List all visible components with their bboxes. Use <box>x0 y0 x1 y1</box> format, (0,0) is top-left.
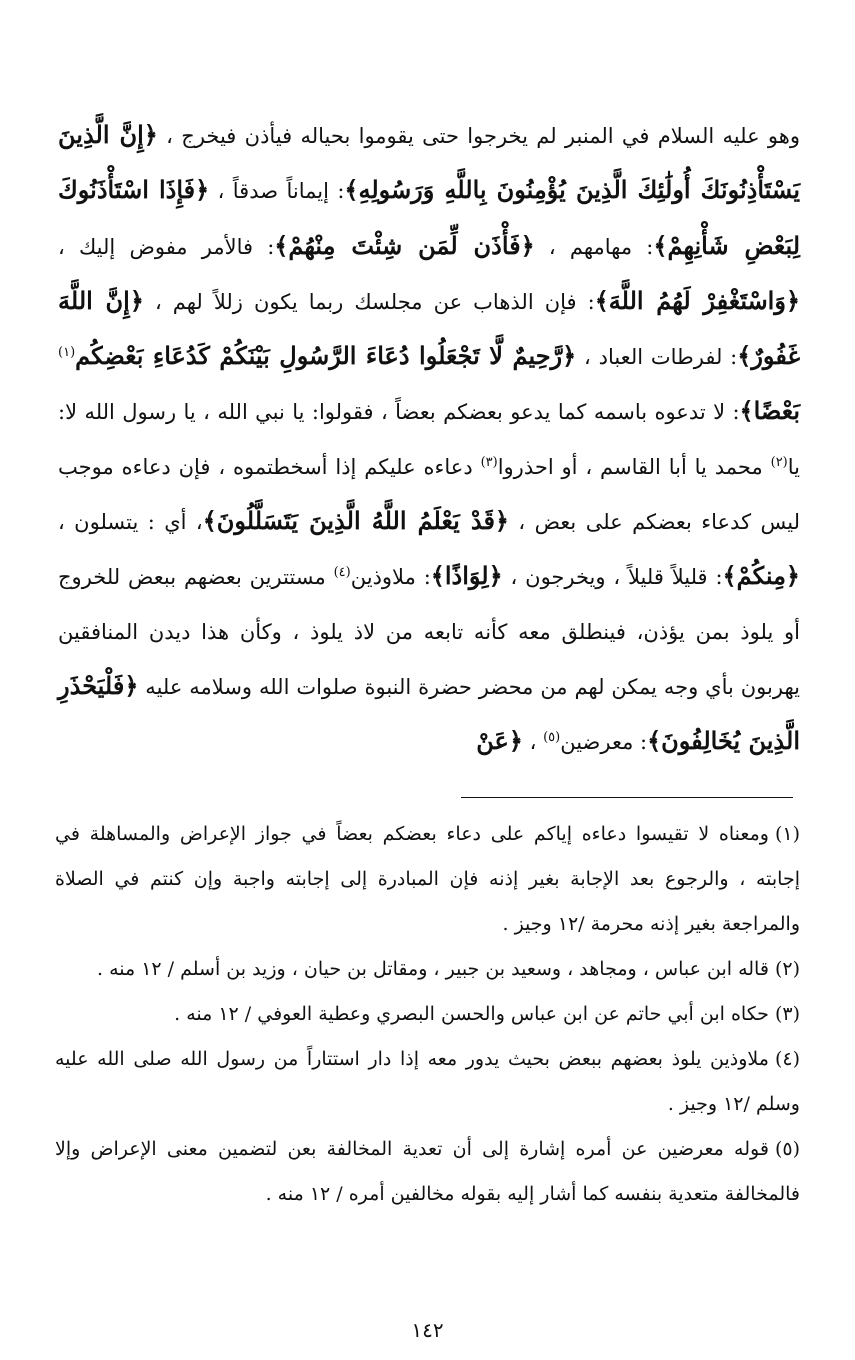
footnotes <box>55 812 800 1217</box>
footnote-text: قاله ابن عباس ، ومجاهد ، وسعيد بن جبير ، ومقاتل بن حيان ، وزيد بن أسلم / ١٢ منه . <box>97 958 769 980</box>
quran-verse: ﴿لِوَاذًا﴾ <box>430 561 503 591</box>
footnote-ref[interactable]: (٣) <box>480 454 498 470</box>
commentary-text: : ملاوذين <box>350 565 431 590</box>
commentary-text: محمد يا أبا القاسم ، أو احذروا <box>497 454 771 479</box>
quran-verse: ﴿فَأْذَن لِّمَن شِئْتَ مِنْهُمْ﴾ <box>274 230 535 260</box>
footnote <box>55 992 800 1037</box>
footnote-ref[interactable]: (١) <box>58 345 76 361</box>
footnote-number: (١) <box>774 823 800 845</box>
footnote-text: قوله معرضين عن أمره إشارة إلى أن تعدية المخالفة بعن لتضمين معنى الإعراض وإلا فالمخالفة متعدية بنفسه كما أشار إليه بقوله مخالفين أمره / ١٢ منه . <box>55 1138 800 1205</box>
main-text <box>58 108 800 770</box>
quran-verse: ﴿وَاسْتَغْفِرْ لَهُمُ اللَّهَ﴾ <box>594 285 801 315</box>
footnote-text: حكاه ابن أبي حاتم عن ابن عباس والحسن البصري وعطية العوفي / ١٢ منه . <box>174 1003 769 1025</box>
quran-verse: ﴿رَّحِيمٌ لَّا تَجْعَلُوا دُعَاءَ الرَّسُولِ بَيْنَكُمْ كَدُعَاءِ بَعْضِكُم <box>75 341 577 371</box>
footnote-ref[interactable]: (٥) <box>543 730 561 746</box>
commentary-text: ، أي : يتسلون ، <box>58 510 203 535</box>
commentary-text: : لا تدعوه باسمه كما يدعو بعضكم بعضاً ، فقولوا: يا نبي الله ، يا رسول الله لا: يا <box>58 400 800 479</box>
quran-verse: ﴿عَنْ <box>476 726 523 756</box>
commentary-text: وهو عليه السلام في المنبر لم يخرجوا حتى يقوموا بحياله فيأذن فيخرج ، <box>157 124 800 148</box>
footnote <box>55 947 800 992</box>
footnote <box>55 1037 800 1127</box>
footnote-separator <box>461 797 793 798</box>
footnote-ref[interactable]: (٢) <box>770 454 788 470</box>
footnote-ref[interactable]: (٤) <box>333 565 351 581</box>
commentary-text: ، <box>522 730 544 755</box>
commentary-text: : قليلاً قليلاً ، ويخرجون ، <box>502 565 723 590</box>
commentary-text: : فإن الذهاب عن مجلسك ربما يكون زللاً لهم ، <box>143 289 595 314</box>
footnote-number: (٥) <box>774 1138 800 1160</box>
commentary-text: : فالأمر مفوض إليك ، <box>58 234 275 259</box>
footnote <box>55 1127 800 1217</box>
quran-verse: بَعْضًا﴾ <box>739 396 800 426</box>
footnote-number: (٣) <box>774 1003 800 1025</box>
footnote-text: ومعناه لا تقيسوا دعاءه إياكم على دعاء بعضكم بعضاً في جواز الإعراض والمساهلة في إجابته ، والرجوع بعد الإجابة بغير إذنه فإن المبادرة إلى إجابته واجبة وإن كنتم في الصلاة والمراجعة بغير إذنه محرمة /١٢ وجيز . <box>55 823 800 935</box>
quran-verse: ﴿فَلْيَحْذَرِ الَّذِينَ يُخَالِفُونَ﴾ <box>58 670 800 756</box>
quran-verse: ﴿مِنكُمْ﴾ <box>722 561 800 591</box>
page-number: ١٤٢ <box>411 1318 444 1342</box>
commentary-text: مستترين بعضهم ببعض للخروج أو يلوذ بمن يؤذن، فينطلق معه كأنه تابعه من لاذ يلوذ ، وكأن هذا ديدن المنافقين يهربون بأي وجه يمكن لهم من محضر حضرة النبوة صلوات الله وسلامه عليه <box>58 565 800 699</box>
commentary-text: دعاءه عليكم إذا أسخطتموه ، فإن دعاءه موجب ليس كدعاء بعضكم على بعض ، <box>58 454 800 535</box>
quran-verse: ﴿فَإِذَا اسْتَأْذَنُوكَ لِبَعْضِ شَأْنِهِمْ﴾ <box>58 175 801 260</box>
footnote <box>55 812 800 947</box>
commentary-text: : لفرطات العباد ، <box>576 345 738 370</box>
footnote-text: ملاوذين يلوذ بعضهم ببعض بحيث يدور معه إذا دار استتاراً من رسول الله صلى الله عليه وسلم /١٢ وجيز . <box>55 1048 800 1115</box>
footnote-number: (٤) <box>774 1048 800 1070</box>
commentary-text: : مهامهم ، <box>534 234 654 259</box>
commentary-text: : معرضين <box>560 730 648 755</box>
quran-verse: ﴿إِنَّ اللَّهَ غَفُورٌ﴾ <box>58 285 801 371</box>
commentary-text: : إيماناً صدقاً ، <box>209 179 345 204</box>
quran-verse: ﴿قَدْ يَعْلَمُ اللَّهُ الَّذِينَ يَتَسَلَّلُونَ﴾ <box>202 506 509 536</box>
quran-verse: ﴿إِنَّ الَّذِينَ يَسْتَأْذِنُونَكَ أُولَٰئِكَ الَّذِينَ يُؤْمِنُونَ بِاللَّهِ وَرَسُولِهِ﴾ <box>58 120 800 205</box>
footnote-number: (٢) <box>774 958 800 980</box>
